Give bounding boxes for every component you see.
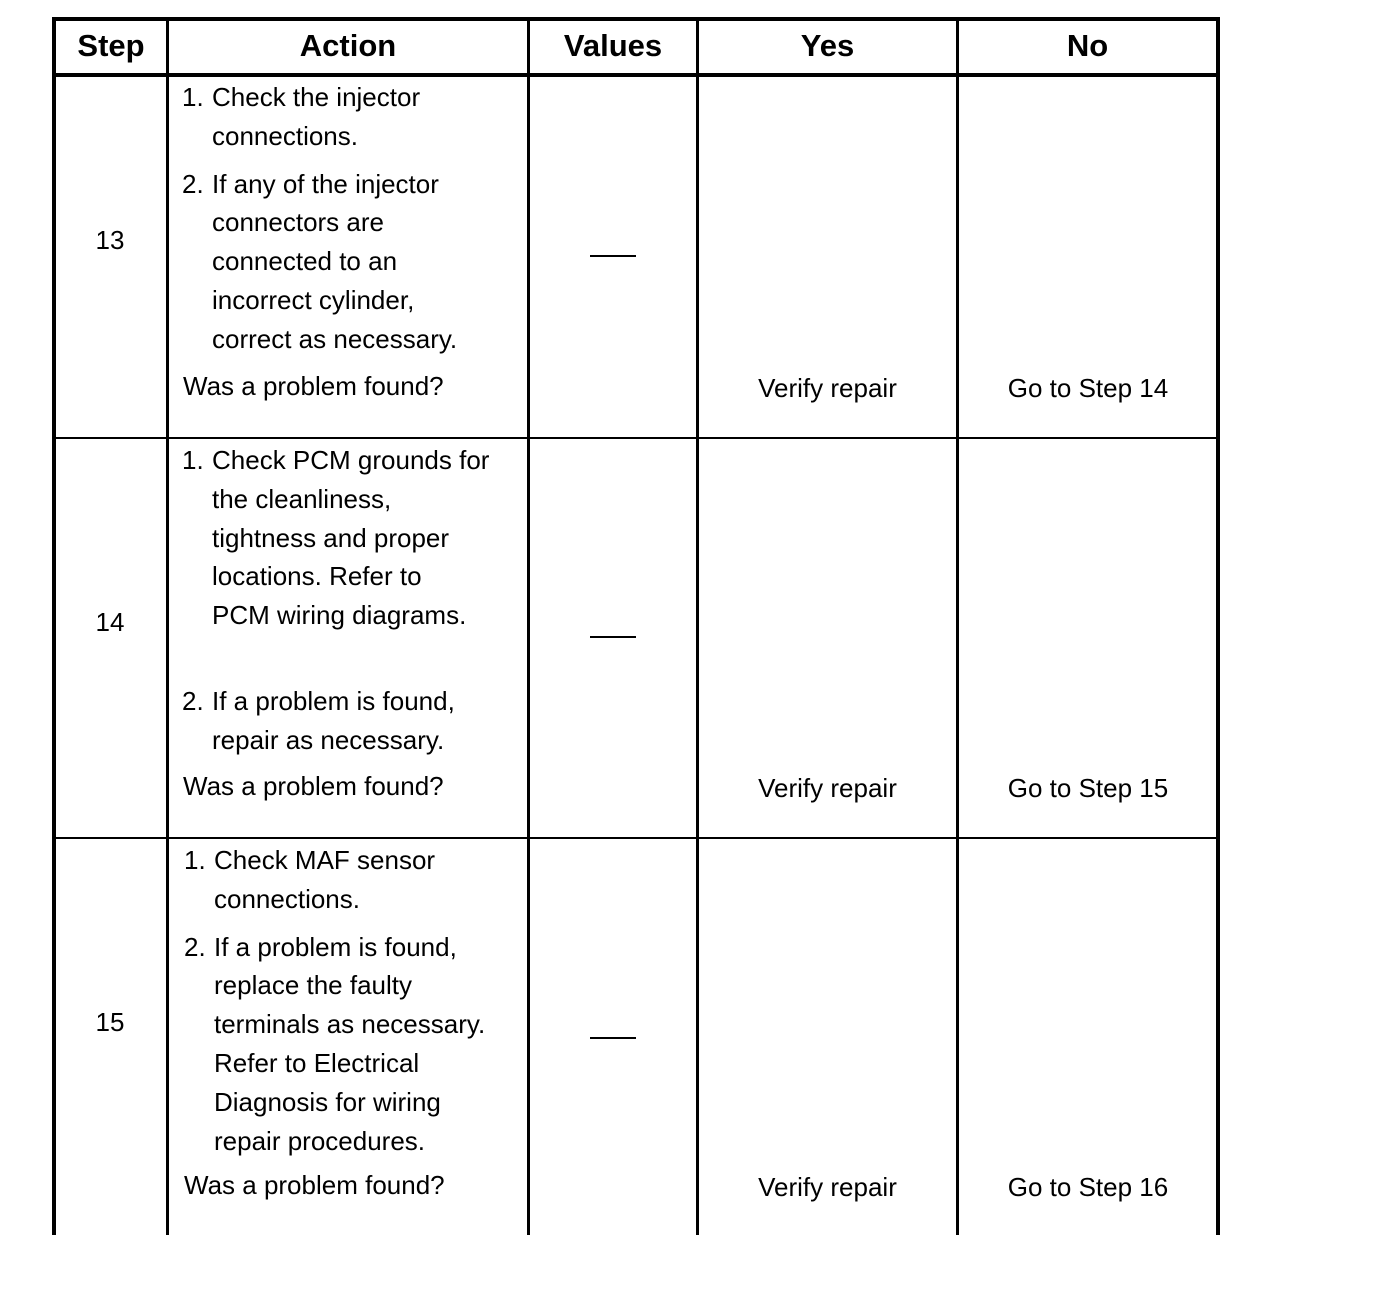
list-item bbox=[184, 841, 529, 919]
item-line: Check the injector bbox=[212, 82, 421, 112]
item-line: terminals as necessary. bbox=[214, 1009, 486, 1040]
header-yes: Yes bbox=[800, 28, 855, 63]
question-text: Was a problem found? bbox=[184, 1170, 445, 1200]
item-line: connections. bbox=[214, 883, 360, 914]
step-number: 15 bbox=[95, 1007, 125, 1037]
item-line: repair procedures. bbox=[214, 1125, 425, 1156]
table-border-right bbox=[1216, 17, 1220, 1235]
item-line: incorrect cylinder, bbox=[212, 284, 415, 315]
item-line: Check MAF sensor bbox=[214, 845, 436, 875]
header-step: Step bbox=[77, 28, 145, 63]
values-dash bbox=[590, 255, 636, 257]
item-line: If a problem is found, bbox=[214, 931, 457, 962]
item-line: connectors are bbox=[212, 207, 384, 238]
yes-result: Verify repair bbox=[758, 1172, 897, 1202]
item-line: If a problem is found, bbox=[212, 685, 455, 716]
header-no: No bbox=[1066, 28, 1109, 63]
item-line: Check PCM grounds for bbox=[212, 445, 490, 475]
row-divider-13-14 bbox=[52, 437, 1220, 439]
no-result: Go to Step 14 bbox=[1007, 373, 1169, 403]
diagnostic-table bbox=[52, 17, 1220, 1235]
yes-result: Verify repair bbox=[758, 773, 897, 803]
item-line: If any of the injector bbox=[212, 168, 439, 199]
item-line: PCM wiring diagrams. bbox=[212, 600, 467, 631]
list-item bbox=[182, 78, 527, 156]
item-line: the cleanliness, bbox=[212, 483, 392, 514]
item-number: 2. bbox=[182, 168, 204, 199]
header-action: Action bbox=[299, 28, 397, 63]
list-item bbox=[182, 682, 527, 760]
item-line: correct as necessary. bbox=[212, 323, 458, 354]
item-number: 1. bbox=[182, 445, 204, 475]
item-line: locations. Refer to bbox=[212, 561, 422, 592]
item-line: connections. bbox=[212, 120, 358, 151]
list-item bbox=[182, 441, 527, 635]
item-line: tightness and proper bbox=[212, 522, 450, 553]
item-number: 2. bbox=[182, 685, 204, 716]
list-item bbox=[184, 928, 529, 1161]
item-line: replace the faulty bbox=[214, 970, 413, 1001]
column-divider-yes bbox=[956, 17, 959, 1235]
question-text: Was a problem found? bbox=[183, 771, 444, 801]
list-item bbox=[182, 165, 527, 359]
item-line: Diagnosis for wiring bbox=[214, 1086, 441, 1117]
action-list bbox=[182, 78, 527, 359]
no-result: Go to Step 15 bbox=[1007, 773, 1169, 803]
action-list bbox=[184, 841, 529, 1160]
step-number: 14 bbox=[95, 607, 125, 637]
values-dash bbox=[590, 1037, 636, 1039]
item-line: Refer to Electrical bbox=[214, 1047, 420, 1078]
yes-result: Verify repair bbox=[758, 373, 897, 403]
item-line: repair as necessary. bbox=[212, 724, 445, 755]
item-number: 1. bbox=[182, 82, 204, 112]
header-values: Values bbox=[563, 28, 663, 63]
no-result: Go to Step 16 bbox=[1007, 1172, 1169, 1202]
item-number: 1. bbox=[184, 845, 206, 875]
item-number: 2. bbox=[184, 931, 206, 962]
question-text: Was a problem found? bbox=[183, 371, 444, 401]
item-line: connected to an bbox=[212, 246, 398, 277]
values-dash bbox=[590, 636, 636, 638]
row-divider-14-15 bbox=[52, 837, 1220, 839]
column-divider-values bbox=[696, 17, 699, 1235]
action-list bbox=[182, 441, 527, 760]
step-number: 13 bbox=[95, 225, 125, 255]
